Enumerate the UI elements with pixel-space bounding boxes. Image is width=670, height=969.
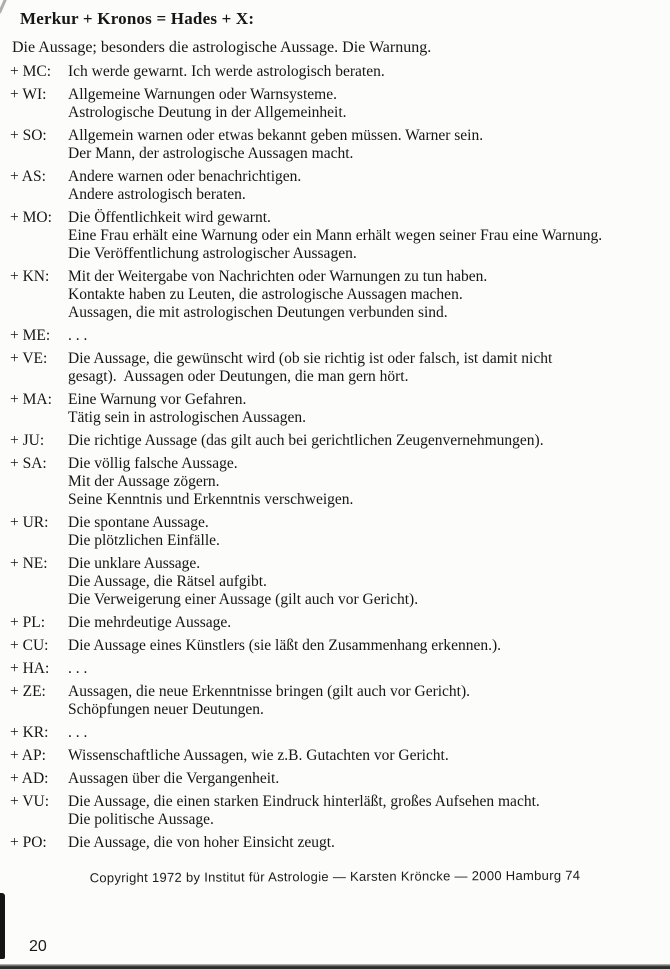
entry-line: Eine Frau erhält eine Warnung oder ein Mann erhält wegen seiner Frau eine Warnung.: [68, 227, 603, 244]
entry: [10, 327, 666, 345]
entry-line: Die Aussage, die Rätsel aufgibt.: [68, 573, 267, 590]
page-number: 20: [29, 938, 47, 955]
entry-text: [68, 432, 666, 450]
entry-line: Aussagen, die mit astrologischen Deutungen verbunden sind.: [68, 304, 448, 321]
entry-label: + PL:: [10, 614, 46, 631]
entry-list: [0, 63, 670, 852]
scan-corner-mark: [0, 0, 7, 14]
entry-text: [68, 660, 666, 678]
entry-label: + HA:: [10, 660, 50, 677]
entry-line: Allgemein warnen oder etwas bekannt geben müssen. Warner sein.: [68, 127, 484, 144]
entry: [10, 660, 666, 678]
entry-label: + KR:: [10, 724, 49, 741]
entry-line: Kontakte haben zu Leuten, die astrologische Aussagen machen.: [68, 286, 463, 303]
entry: [10, 432, 666, 450]
entry: [10, 793, 666, 829]
entry-line: Allgemeine Warnungen oder Warnsysteme.: [68, 86, 337, 103]
entry: [10, 268, 666, 322]
entry-label: + KN:: [10, 268, 50, 285]
page-subtitle: Die Aussage; besonders die astrologische Aussage. Die Warnung.: [12, 39, 432, 56]
entry-line: Die richtige Aussage (das gilt auch bei gerichtlichen Zeugenvernehmungen).: [68, 432, 544, 449]
entry-text: [68, 350, 666, 386]
page-title: Merkur + Kronos = Hades + X:: [20, 9, 255, 28]
entry-line: Die völlig falsche Aussage.: [68, 455, 238, 472]
entry-line: Astrologische Deutung in der Allgemeinheit.: [68, 104, 347, 121]
entry-text: [68, 683, 666, 719]
entry-text: [68, 127, 666, 163]
entry-label: + JU:: [10, 432, 45, 449]
entry-line: Mit der Weitergabe von Nachrichten oder Warnungen zu tun haben.: [68, 268, 488, 285]
entry: [10, 724, 666, 742]
entry-label: + MC:: [10, 63, 52, 80]
entry-label: + UR:: [10, 514, 49, 531]
entry-text: [68, 793, 666, 829]
entry: [10, 391, 666, 427]
entry-line: Ich werde gewarnt. Ich werde astrologisch beraten.: [68, 63, 385, 80]
entry-label: + VU:: [10, 793, 50, 810]
entry-text: [68, 327, 666, 345]
entry-line: Tätig sein in astrologischen Aussagen.: [68, 409, 307, 426]
entry-text: [68, 168, 666, 204]
entry-line: Die Veröffentlichung astrologischer Aussagen.: [68, 245, 357, 262]
entry: [10, 683, 666, 719]
entry: [10, 86, 666, 122]
entry: [10, 63, 666, 81]
entry-line: Eine Warnung vor Gefahren.: [68, 391, 247, 408]
entry-text: [68, 209, 666, 263]
entry-text: [68, 455, 666, 509]
entry-label: + WI:: [10, 86, 47, 103]
entry-line: . . .: [68, 660, 88, 677]
entry: [10, 514, 666, 550]
entry: [10, 555, 666, 609]
entry: [10, 770, 666, 788]
entry-label: + SA:: [10, 455, 47, 472]
entry-text: [68, 514, 666, 550]
entry-label: + MA:: [10, 391, 52, 408]
entry-text: [68, 637, 666, 655]
entry-line: Die politische Aussage.: [68, 811, 214, 828]
entry-text: [68, 724, 666, 742]
entry: [10, 350, 666, 386]
entry-line: Die Aussage, die gewünscht wird (ob sie richtig ist oder falsch, ist damit nicht: [68, 350, 553, 367]
entry-text: [68, 555, 666, 609]
entry-label: + VE:: [10, 350, 48, 367]
entry-line: Die spontane Aussage.: [68, 514, 209, 531]
entry-label: + ME:: [10, 327, 51, 344]
entry: [10, 455, 666, 509]
scan-bottom-edge: [0, 964, 670, 969]
entry: [10, 127, 666, 163]
entry-text: [68, 63, 666, 81]
entry-text: [68, 770, 666, 788]
entry-line: Die Öffentlichkeit wird gewarnt.: [68, 209, 271, 226]
entry-text: [68, 614, 666, 632]
entry-label: + NE:: [10, 555, 48, 572]
entry-line: . . .: [68, 327, 88, 344]
entry-text: [68, 268, 666, 322]
entry-line: Die mehrdeutige Aussage.: [68, 614, 232, 631]
entry-line: Die Aussage eines Künstlers (sie läßt den Zusammenhang erkennen.).: [68, 637, 502, 654]
entry-label: + MO:: [10, 209, 52, 226]
entry: [10, 747, 666, 765]
entry-label: + ZE:: [10, 683, 46, 700]
entry-line: Die unklare Aussage.: [68, 555, 201, 572]
entry: [10, 168, 666, 204]
entry-line: Mit der Aussage zögern.: [68, 473, 220, 490]
entry-line: Andere astrologisch beraten.: [68, 186, 246, 203]
entry-text: [68, 86, 666, 122]
entry-label: + AS:: [10, 168, 46, 185]
entry: [10, 637, 666, 655]
entry-text: [68, 834, 666, 852]
entry-line: Andere warnen oder benachrichtigen.: [68, 168, 302, 185]
entry-label: + CU:: [10, 637, 49, 654]
entry-text: [68, 747, 666, 765]
entry-label: + AD:: [10, 770, 49, 787]
entry-line: Die Aussage, die einen starken Eindruck hinterläßt, großes Aufsehen macht.: [68, 793, 540, 810]
entry-line: Aussagen über die Vergangenheit.: [68, 770, 280, 787]
entry-text: [68, 391, 666, 427]
copyright-line: Copyright 1972 by Institut für Astrologie — Karsten Kröncke — 2000 Hamburg 74: [89, 867, 581, 886]
entry-line: Wissenschaftliche Aussagen, wie z.B. Gutachten vor Gericht.: [68, 747, 449, 764]
entry: [10, 834, 666, 852]
entry-line: . . .: [68, 724, 88, 741]
scan-left-bar: [0, 893, 5, 959]
entry-label: + PO:: [10, 834, 47, 851]
entry: [10, 209, 666, 263]
entry-line: Der Mann, der astrologische Aussagen macht.: [68, 145, 354, 162]
entry-line: Die plötzlichen Einfälle.: [68, 532, 220, 549]
entry-label: + SO:: [10, 127, 47, 144]
entry-line: Die Aussage, die von hoher Einsicht zeugt.: [68, 834, 335, 851]
entry-line: Die Verweigerung einer Aussage (gilt auch vor Gericht).: [68, 591, 419, 608]
entry: [10, 614, 666, 632]
entry-line: gesagt). Aussagen oder Deutungen, die man gern hört.: [68, 368, 409, 385]
entry-line: Aussagen, die neue Erkenntnisse bringen (gilt auch vor Gericht).: [68, 683, 471, 700]
entry-label: + AP:: [10, 747, 46, 764]
entry-line: Seine Kenntnis und Erkenntnis verschweigen.: [68, 491, 354, 508]
entry-line: Schöpfungen neuer Deutungen.: [68, 701, 264, 718]
